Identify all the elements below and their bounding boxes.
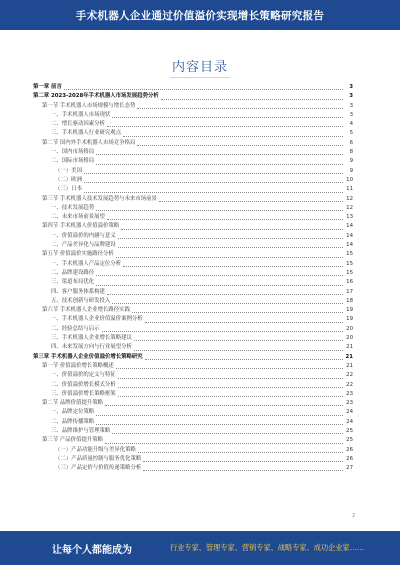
toc-entry[interactable] (33, 222, 353, 231)
toc-entry-page: 12 (346, 204, 353, 211)
toc-entry-page: 26 (346, 455, 353, 462)
toc-entry-title: 一、价值溢价的定义与特征 (51, 372, 116, 379)
toc-entry[interactable] (33, 288, 353, 297)
toc-entry[interactable] (33, 269, 353, 278)
toc-entry-title: 二、产品差异化与品牌建设 (51, 242, 116, 249)
toc-dot-leader (64, 89, 343, 90)
toc-entry-page: 4 (349, 121, 353, 128)
toc-entry-page: 25 (346, 427, 353, 434)
toc-dot-leader (123, 266, 343, 267)
toc-entry-title: 二、品牌传播策略 (51, 418, 95, 425)
toc-entry-title: 二、经验总结与启示 (51, 325, 100, 332)
toc-dot-leader (138, 452, 343, 453)
toc-entry[interactable] (33, 325, 353, 334)
toc-dot-leader (107, 219, 343, 220)
toc-entry-title: 一、国内市场格局 (51, 149, 95, 156)
toc-entry[interactable] (33, 148, 353, 157)
toc-heading-divider (170, 77, 230, 78)
toc-entry-page: 15 (346, 251, 353, 258)
toc-entry[interactable] (33, 213, 353, 222)
toc-entry-page: 14 (346, 242, 353, 249)
toc-dot-leader (145, 359, 343, 360)
toc-entry[interactable] (33, 129, 353, 138)
toc-entry-title: 一、手术机器人市场现状 (51, 111, 111, 118)
toc-entry-title: 第三章 手术机器人企业价值溢价增长策略研究 (33, 353, 143, 360)
toc-entry-title: 第一节 价值溢价增长策略概述 (42, 362, 114, 369)
toc-dot-leader (96, 275, 343, 276)
toc-entry-title: 第四节 手术机器人价值溢价策略 (42, 223, 120, 230)
toc-entry-title: 一、手术机器人产品定位分析 (51, 260, 122, 267)
toc-entry[interactable] (33, 362, 353, 371)
toc-entry[interactable] (33, 390, 353, 399)
toc-entry-title: 第二章 2023-2028年手术机器人市场发展趋势分析 (33, 93, 159, 100)
toc-entry-title: 一、品牌定位策略 (51, 409, 95, 416)
toc-entry-page: 24 (346, 409, 353, 416)
toc-entry[interactable] (33, 455, 353, 464)
toc-entry-title: 二、增长驱动因素分析 (51, 121, 105, 128)
toc-entry-page: 3 (349, 84, 353, 90)
toc-entry-page: 22 (346, 372, 353, 379)
toc-entry-title: 第一章 前言 (33, 84, 62, 90)
toc-entry[interactable] (33, 260, 353, 269)
toc-entry[interactable] (33, 232, 353, 241)
toc-entry-title: 第三节 产品价值提升策略 (42, 437, 104, 444)
toc-dot-leader (112, 303, 343, 304)
toc-heading: 内容目录 (171, 60, 228, 75)
toc-entry[interactable] (33, 102, 353, 111)
toc-entry[interactable] (33, 371, 353, 380)
toc-dot-leader (143, 461, 343, 462)
toc-entry-title: 四、未来发展方向与行业展望分析 (51, 344, 132, 351)
toc-entry-page: 11 (346, 186, 353, 193)
toc-entry-title: 五、技术创新与研发投入 (51, 297, 111, 304)
page-number: 2 (352, 513, 356, 519)
toc-entry[interactable] (33, 315, 353, 324)
toc-entry[interactable] (33, 343, 353, 352)
toc-entry-page: 14 (346, 223, 353, 230)
toc-entry-title: 三、手术机器人企业增长策略建议 (51, 335, 132, 342)
toc-dot-leader (84, 192, 343, 193)
toc-entry-page: 23 (346, 400, 353, 407)
toc-dot-leader (118, 396, 343, 397)
toc-entry-title: 三、渠道布局优化 (51, 279, 95, 286)
toc-entry-page: 21 (345, 353, 353, 360)
toc-dot-leader (137, 108, 343, 109)
toc-dot-leader (96, 164, 343, 165)
toc-dot-leader (134, 340, 343, 341)
toc-entry-title: （二）产品质量控制与服务优化策略 (55, 455, 142, 462)
toc-entry-page: 25 (346, 437, 353, 444)
toc-entry-page: 10 (346, 176, 353, 183)
toc-dot-leader (96, 210, 343, 211)
toc-dot-leader (112, 117, 343, 118)
toc-entry-page: 3 (349, 111, 353, 118)
toc-entry[interactable] (33, 446, 353, 455)
toc-entry[interactable] (33, 278, 353, 287)
toc-entry[interactable] (33, 83, 353, 92)
toc-dot-leader (112, 433, 343, 434)
toc-dot-leader (107, 294, 343, 295)
footer-slogan: 行业专家、管理专家、营销专家、战略专家、成功企业家…… (170, 543, 365, 552)
toc-entry[interactable] (33, 436, 353, 445)
toc-entry-title: 一、价值溢价的内涵与意义 (51, 232, 116, 239)
toc-dot-leader (96, 154, 343, 155)
toc-entry-page: 13 (346, 214, 353, 221)
toc-dot-leader (96, 415, 343, 416)
toc-entry-page: 8 (349, 149, 353, 156)
toc-entry-title: 二、品牌建设路径 (51, 269, 95, 276)
toc-entry-title: 二、未来市场前景展望 (51, 214, 105, 221)
toc-entry[interactable] (33, 120, 353, 129)
toc-entry-page: 23 (346, 390, 353, 397)
toc-entry-page: 9 (349, 158, 353, 165)
toc-entry[interactable] (33, 381, 353, 390)
toc-entry-title: （三）产品定价与价值传递策略分析 (55, 465, 142, 472)
toc-entry[interactable] (33, 399, 353, 408)
toc-entry-title: 第六节 手术机器人企业增长路径实践 (42, 307, 130, 314)
toc-entry-title: 二、价值溢价增长模式分析 (51, 381, 116, 388)
toc-entry-page: 3 (349, 93, 353, 100)
toc-entry-page: 6 (349, 139, 353, 146)
toc-dot-leader (116, 368, 343, 369)
toc-entry[interactable] (33, 139, 353, 148)
toc-dot-leader (123, 136, 343, 137)
toc-dot-leader (118, 247, 343, 248)
toc-entry[interactable] (33, 92, 353, 101)
toc-dot-leader (118, 387, 343, 388)
toc-entry-title: 一、手术机器人企业价值溢价案例分析 (51, 316, 143, 323)
toc-entry[interactable] (33, 353, 353, 362)
toc-entry-page: 26 (346, 446, 353, 453)
toc-entry[interactable] (33, 185, 353, 194)
toc-entry-page: 16 (346, 279, 353, 286)
toc-dot-leader (118, 238, 343, 239)
toc-dot-leader (105, 443, 343, 444)
toc-dot-leader (96, 424, 343, 425)
toc-entry-page: 5 (349, 130, 353, 137)
toc-entry-page: 3 (349, 102, 353, 109)
toc-entry[interactable] (33, 250, 353, 259)
toc-entry-page: 18 (346, 297, 353, 304)
toc-entry-title: （三）日本 (55, 186, 82, 193)
toc-dot-leader (145, 322, 343, 323)
toc-entry[interactable] (33, 195, 353, 204)
toc-dot-leader (121, 229, 343, 230)
footer-logo-text: 让每个人都能成为 (52, 544, 132, 556)
toc-dot-leader (116, 257, 343, 258)
toc-entry-page: 21 (346, 344, 353, 351)
toc-entry-page: 27 (346, 465, 353, 472)
toc-entry[interactable] (33, 176, 353, 185)
toc-entry[interactable] (33, 306, 353, 315)
toc-entry[interactable] (33, 334, 353, 343)
report-footer (0, 531, 400, 565)
toc-entry-title: 二、国际市场格局 (51, 158, 95, 165)
toc-entry[interactable] (33, 408, 353, 417)
report-header (0, 0, 400, 30)
toc-dot-leader (102, 331, 343, 332)
toc-entry-title: 四、客户服务体系构建 (51, 288, 105, 295)
toc-entry-page: 24 (346, 418, 353, 425)
toc-entry-title: 第五节 价值溢价实施路径分析 (42, 251, 114, 258)
toc-entry-page: 19 (346, 316, 353, 323)
toc-entry[interactable] (33, 427, 353, 436)
toc-entry-title: 第一节 手术机器人市场规模与增长态势 (42, 102, 136, 109)
toc-entry[interactable] (33, 297, 353, 306)
report-title: 手术机器人企业通过价值溢价实现增长策略研究报告 (75, 9, 325, 22)
toc-entry-title: 三、品牌维护与管理策略 (51, 427, 111, 434)
toc-entry-title: 三、价值溢价增长策略框架 (51, 390, 116, 397)
toc-entry-title: （一）产品功能升级与差异化策略 (55, 446, 136, 453)
table-of-contents (33, 83, 353, 473)
toc-dot-leader (132, 312, 343, 313)
toc-dot-leader (159, 201, 343, 202)
toc-entry-page: 12 (346, 195, 353, 202)
toc-dot-leader (143, 470, 343, 471)
toc-entry-page: 21 (346, 362, 353, 369)
toc-dot-leader (161, 99, 343, 100)
toc-entry[interactable] (33, 241, 353, 250)
toc-entry[interactable] (33, 111, 353, 120)
toc-entry-title: （一）美国 (55, 167, 82, 174)
toc-dot-leader (134, 350, 343, 351)
toc-entry[interactable] (33, 418, 353, 427)
toc-dot-leader (84, 182, 343, 183)
toc-entry-title: （二）欧洲 (55, 176, 82, 183)
toc-entry-page: 20 (346, 335, 353, 342)
toc-entry-title: 第三节 手术机器人技术发展趋势与未来市场前景 (42, 195, 157, 202)
toc-entry-page: 20 (346, 325, 353, 332)
toc-dot-leader (137, 145, 343, 146)
toc-dot-leader (107, 126, 343, 127)
toc-entry-page: 15 (346, 269, 353, 276)
toc-entry[interactable] (33, 464, 353, 473)
toc-entry-title: 第二节 品牌价值提升策略 (42, 400, 104, 407)
toc-dot-leader (84, 173, 343, 174)
toc-entry-title: 一、技术发展趋势 (51, 204, 95, 211)
toc-entry[interactable] (33, 167, 353, 176)
toc-entry-page: 22 (346, 381, 353, 388)
toc-entry-page: 17 (346, 288, 353, 295)
toc-dot-leader (118, 378, 343, 379)
toc-entry-page: 9 (349, 167, 353, 174)
toc-entry-title: 第二节 国内外手术机器人市场竞争格局 (42, 139, 136, 146)
toc-entry-page: 15 (346, 260, 353, 267)
toc-entry-page: 19 (346, 307, 353, 314)
toc-entry-page: 14 (346, 232, 353, 239)
toc-entry[interactable] (33, 157, 353, 166)
toc-dot-leader (105, 405, 343, 406)
toc-dot-leader (96, 285, 343, 286)
toc-entry[interactable] (33, 204, 353, 213)
toc-entry-title: 三、手术机器人行业研究观点 (51, 130, 122, 137)
